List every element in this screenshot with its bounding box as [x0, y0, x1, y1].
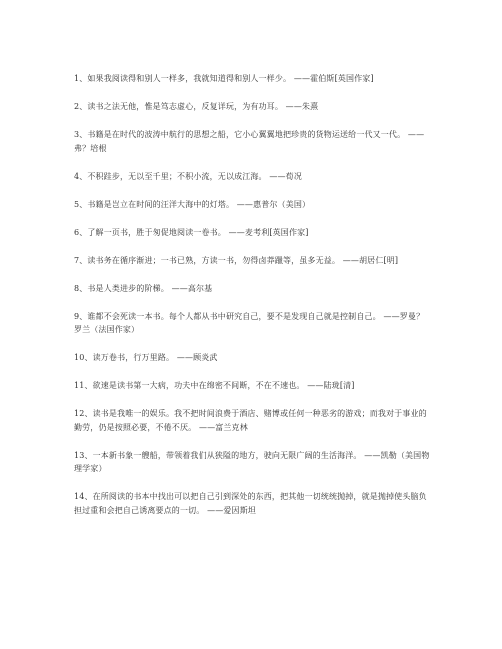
- document-page: [74, 72, 430, 532]
- quote-item: 12、读书是我唯一的娱乐。我不把时间浪费于酒店、赌博或任何一种恶劣的游戏；而我对于事业的勤劳，仍是按照必要，不倦不厌。 ——富兰克林: [74, 409, 427, 432]
- quote-item: 4、不积跬步，无以至千里；不积小流，无以成江海。 ——荀况: [74, 171, 302, 181]
- quote-item: 8、书是人类进步的阶梯。 ——高尔基: [74, 283, 213, 293]
- quote-item: 14、在所阅读的书本中找出可以把自己引到深处的东西，把其他一切统统抛掉，就是抛掉使头脑负担过重和会把自己诱离要点的一切。 ——爱因斯坦: [74, 492, 427, 515]
- quote-item: 7、读书务在循序渐进；一书已熟，方读一书，勿得卤莽躐等，虽多无益。 ——胡居仁[明]: [74, 255, 399, 265]
- quote-item: 2、读书之法无他，惟是笃志虚心，反复详玩，为有功耳。 ——朱熹: [74, 102, 319, 111]
- quote-item: 3、书籍是在时代的波涛中航行的思想之船，它小心翼翼地把珍贵的货物运送给一代又一代。 ——弗？培根: [74, 130, 425, 153]
- quote-item: 6、了解一页书，胜于匆促地阅读一卷书。 ——麦考利[英国作家]: [74, 227, 309, 237]
- quote-item: 5、书籍是岂立在时间的汪洋大海中的灯塔。 ——惠普尔（美国）: [74, 199, 311, 209]
- quote-item: 11、欲速是读书第一大病，功夫中在绵密不间断，不在不速也。 ——陆珑[清]: [74, 381, 355, 390]
- quote-item: 10、读万卷书，行万里路。 ——顾炎武: [74, 353, 218, 362]
- quote-item: 13、一本新书象一艘船，带领着我们从狭隘的地方，驶向无限广阔的生活海洋。 ——凯勒（美国物理学家）: [74, 450, 430, 473]
- quote-item: 1、如果我阅读得和别人一样多，我就知道得和别人一样少。 ——霍伯斯[英国作家]: [74, 74, 374, 83]
- quote-item: 9、谁都不会死读一本书。每个人都从书中研究自己，要不是发现自己就是控制自己。 ——罗曼？罗兰（法国作家）: [74, 311, 425, 334]
